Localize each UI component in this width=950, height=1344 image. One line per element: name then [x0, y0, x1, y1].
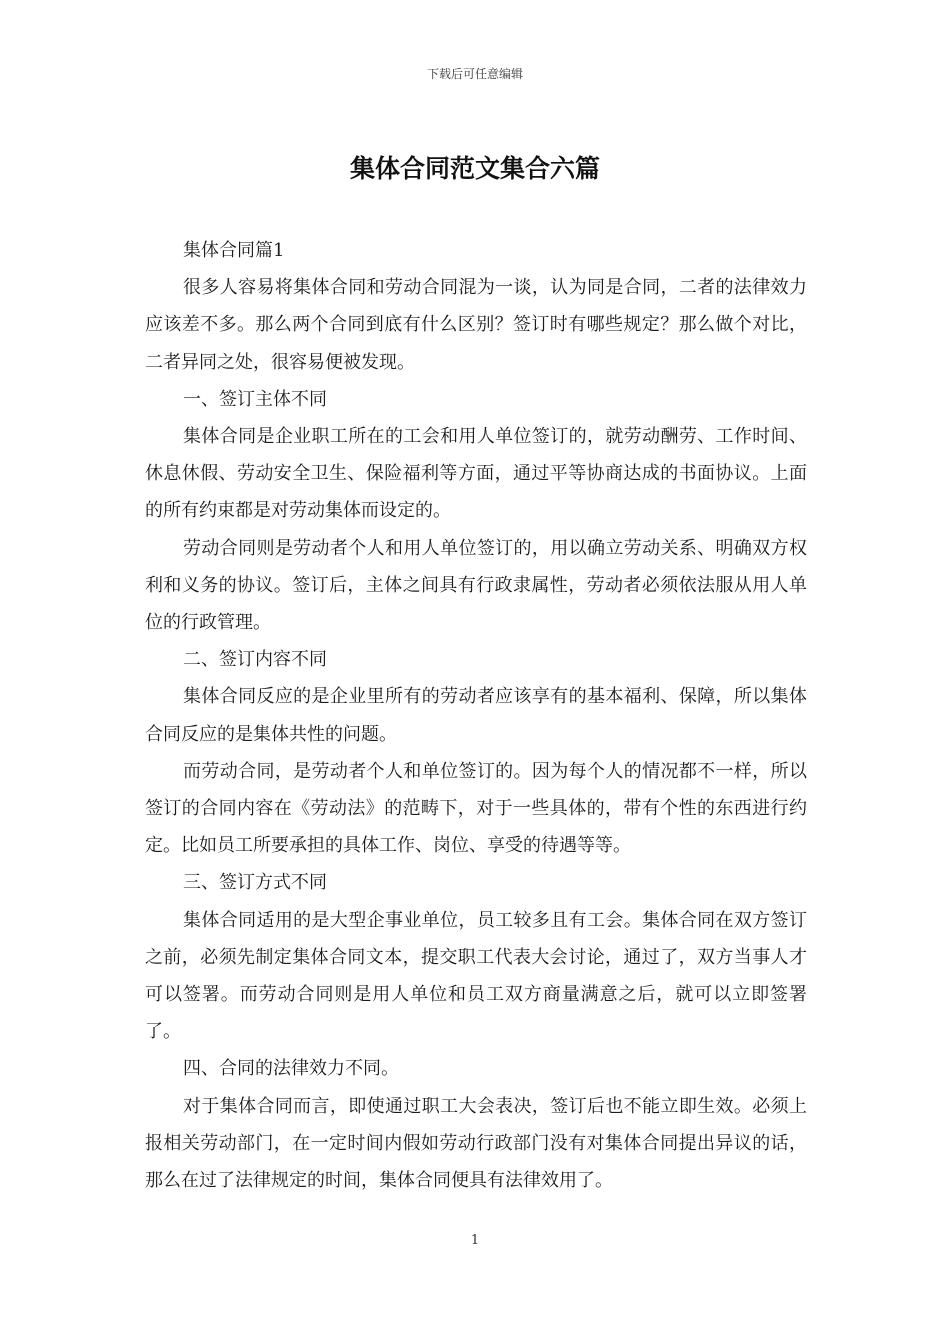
section-heading-signing-method: 三、签订方式不同 [183, 872, 327, 894]
body-paragraph: 集体合同适用的是大型企事业单位，员工较多且有工会。集体合同在双方签订之前，必须先制定集体合同文本，提交职工代表大会讨论，通过了，双方当事人才可以签署。而劳动合同则是用人单位和员工双方商量满意之后，就可以立即签署了。 [145, 909, 807, 1043]
page-number: 1 [470, 1233, 480, 1248]
intro-paragraph: 很多人容易将集体合同和劳动合同混为一谈，认为同是合同，二者的法律效力应该差不多。那么两个合同到底有什么区别？签订时有哪些规定？那么做个对比，二者异同之处，很容易便被发现。 [145, 277, 807, 373]
document-body [145, 232, 807, 1199]
section-heading-signing-party: 一、签订主体不同 [183, 388, 327, 410]
body-paragraph: 劳动合同则是劳动者个人和用人单位签订的，用以确立劳动关系、明确双方权利和义务的协议。签订后，主体之间具有行政隶属性，劳动者必须依法服从用人单位的行政管理。 [145, 537, 807, 634]
page-header-note: 下载后可任意编辑 [426, 67, 523, 81]
body-paragraph: 对于集体合同而言，即使通过职工大会表决，签订后也不能立即生效。必须上报相关劳动部门，在一定时间内假如劳动行政部门没有对集体合同提出异议的话，那么在过了法律规定的时间，集体合同便具有法律效用了。 [145, 1095, 807, 1192]
body-paragraph: 集体合同是企业职工所在的工会和用人单位签订的，就劳动酬劳、工作时间、休息休假、劳动安全卫生、保险福利等方面，通过平等协商达成的书面协议。上面的所有约束都是对劳动集体而设定的。 [145, 426, 807, 522]
section-heading-signing-content: 二、签订内容不同 [183, 649, 327, 671]
body-paragraph: 而劳动合同，是劳动者个人和单位签订的。因为每个人的情况都不一样，所以签订的合同内容在《劳动法》的范畴下，对于一些具体的，带有个性的东西进行约定。比如员工所要承担的具体工作、岗位、享受的待遇等等。 [145, 760, 807, 857]
section-heading-legal-effect: 四、合同的法律效力不同。 [183, 1058, 399, 1080]
document-title: 集体合同范文集合六篇 [349, 154, 600, 183]
body-paragraph: 集体合同反应的是企业里所有的劳动者应该享有的基本福利、保障，所以集体合同反应的是集体共性的问题。 [145, 686, 807, 745]
section-heading-part-1: 集体合同篇1 [183, 240, 285, 261]
